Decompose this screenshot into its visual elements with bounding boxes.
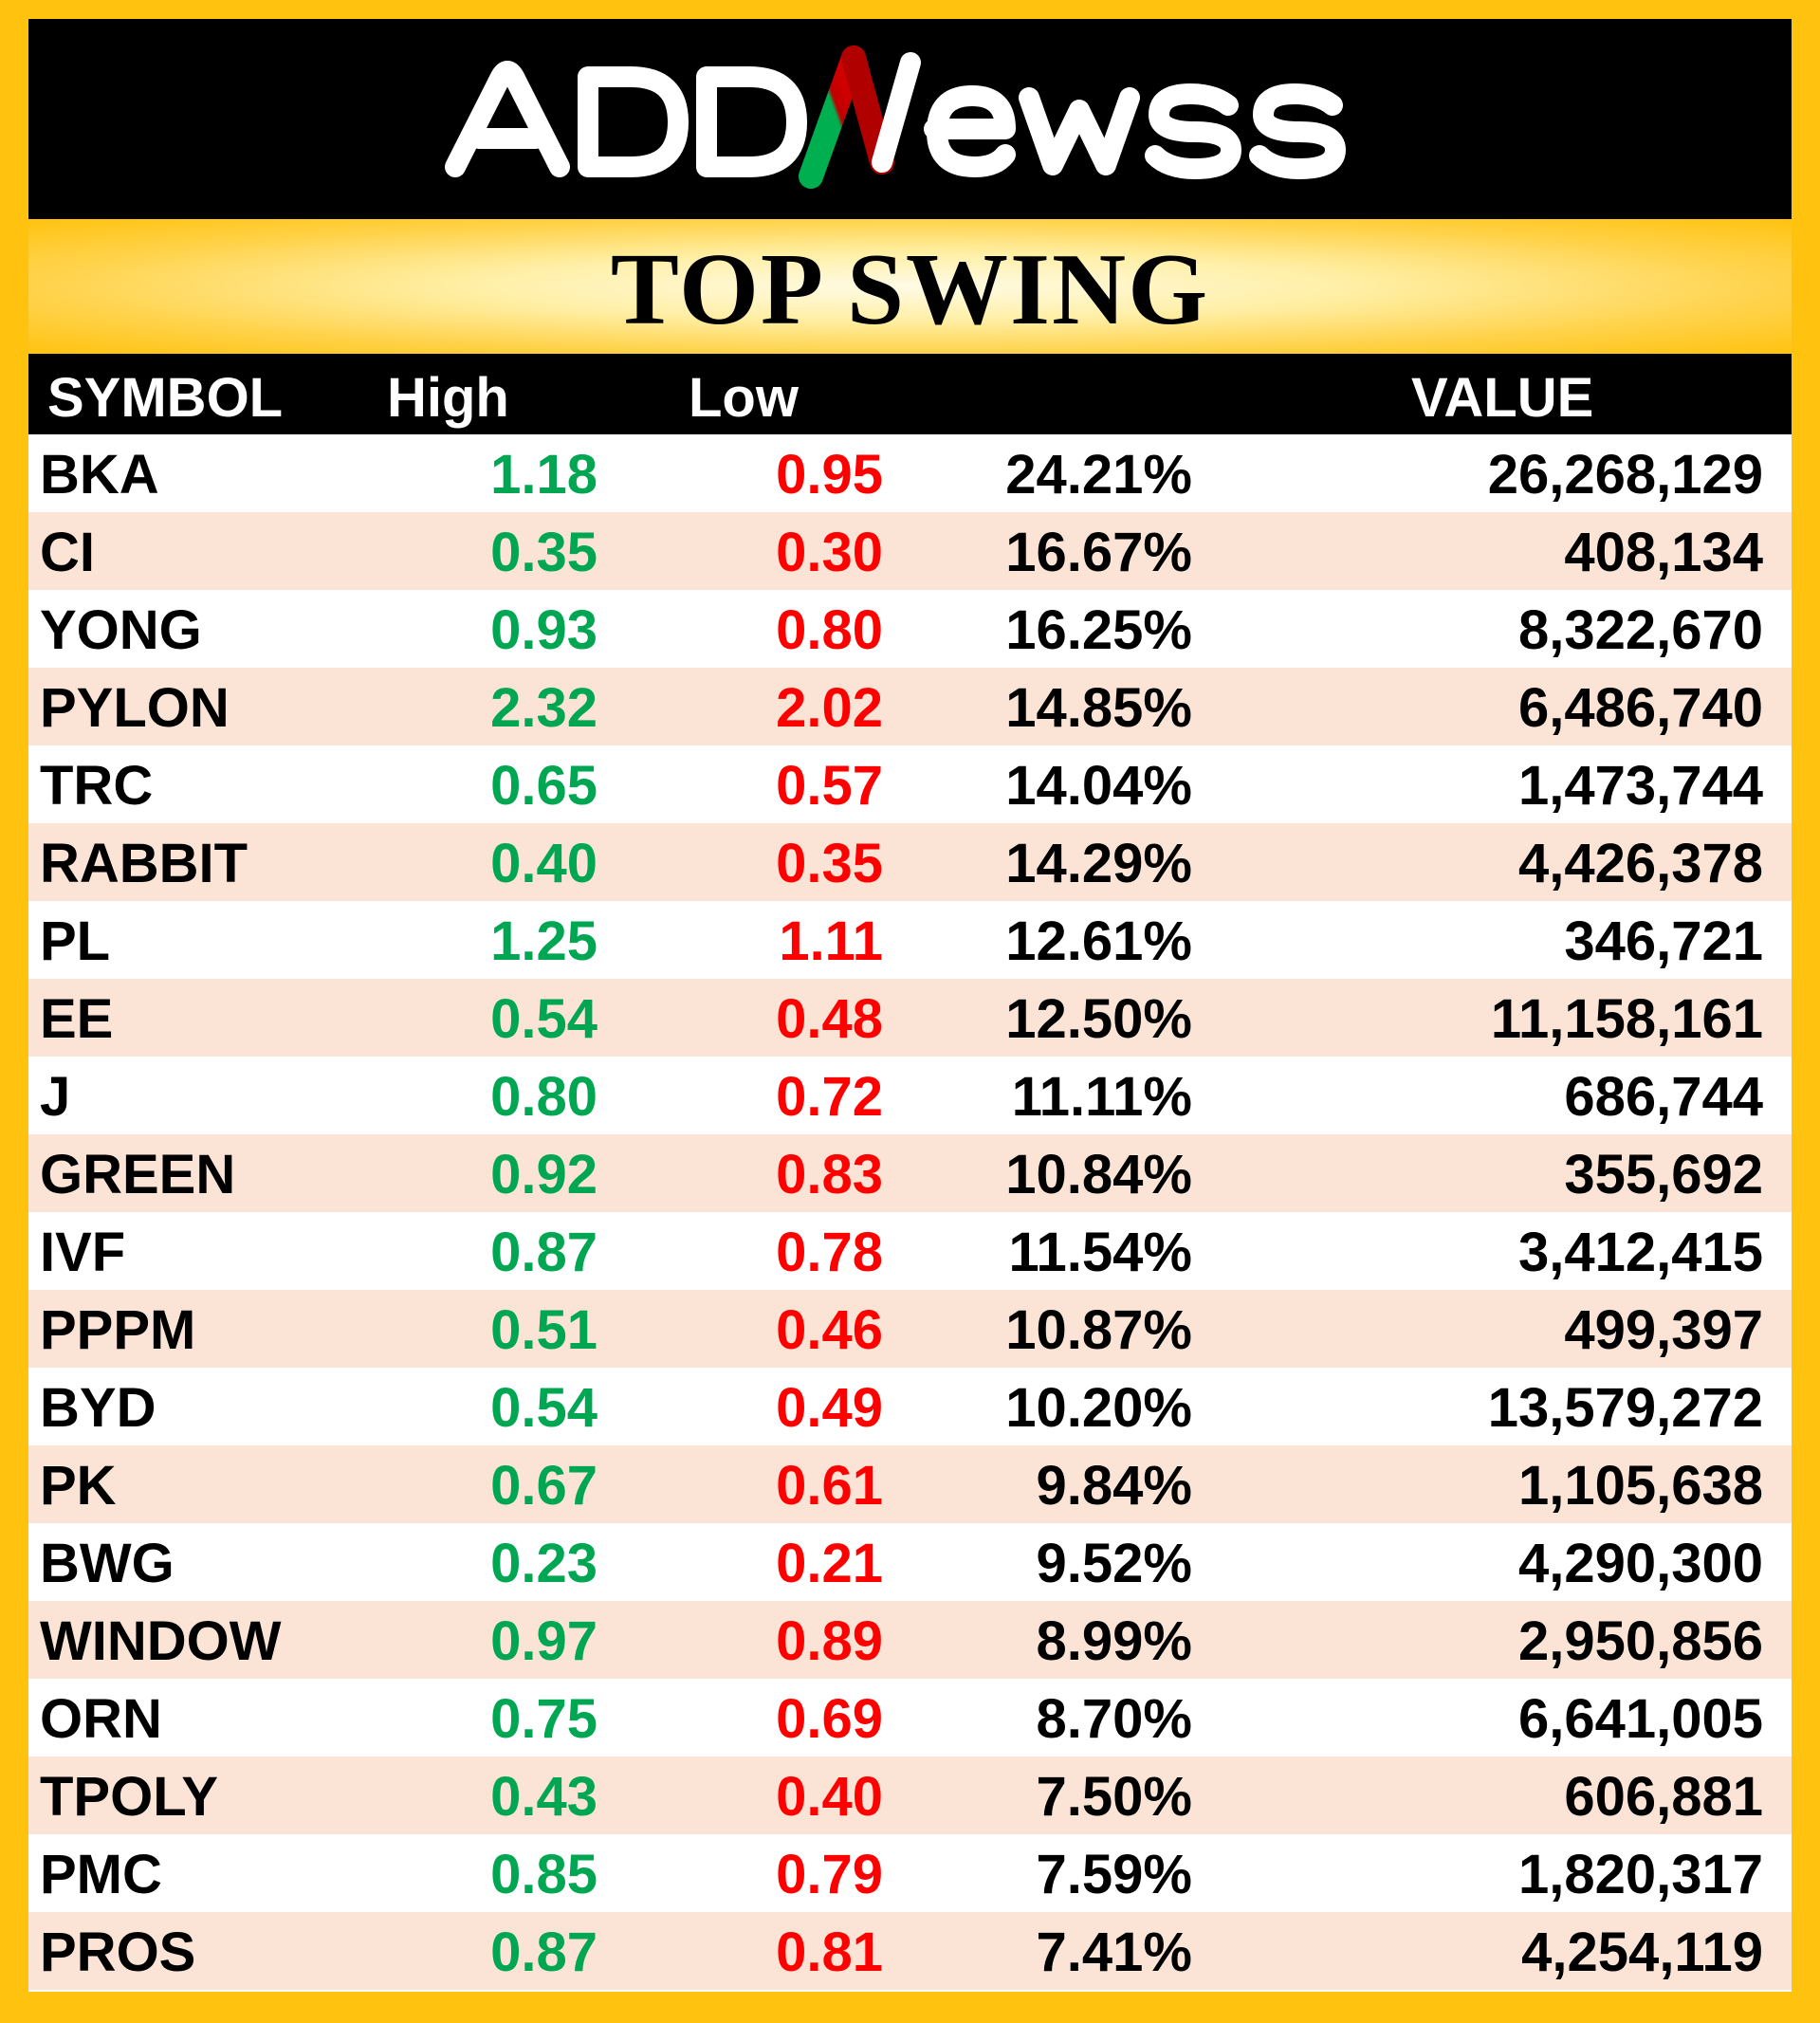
cell-symbol: IVF	[40, 1222, 126, 1283]
cell-symbol: YONG	[40, 599, 202, 661]
cell-value: 606,881	[1564, 1766, 1763, 1828]
cell-high: 0.23	[490, 1533, 597, 1594]
cell-high: 0.85	[490, 1844, 597, 1905]
cell-value: 4,426,378	[1517, 833, 1763, 894]
table-row	[28, 1134, 1792, 1212]
cell-value: 6,486,740	[1517, 677, 1763, 739]
cell-value: 499,397	[1564, 1299, 1763, 1361]
cell-symbol: EE	[40, 988, 114, 1050]
table-row	[28, 1368, 1792, 1445]
cell-symbol: ORN	[40, 1688, 162, 1750]
page-title: TOP SWING	[610, 233, 1210, 346]
cell-value: 1,473,744	[1517, 755, 1763, 817]
cell-symbol: PROS	[40, 1922, 196, 1983]
cell-value: 346,721	[1564, 910, 1763, 972]
cell-pct: 10.20%	[1005, 1377, 1192, 1439]
table-row	[28, 590, 1792, 668]
cell-low: 0.81	[776, 1922, 883, 1983]
cell-value: 26,268,129	[1487, 444, 1763, 506]
cell-high: 1.18	[490, 444, 597, 506]
cell-high: 0.97	[490, 1610, 597, 1672]
table-row	[28, 434, 1792, 512]
table-row	[28, 668, 1792, 745]
cell-symbol: PYLON	[40, 677, 230, 739]
cell-pct: 8.70%	[1036, 1688, 1192, 1750]
table-row	[28, 1834, 1792, 1912]
cell-pct: 14.04%	[1005, 755, 1192, 817]
cell-low: 0.79	[776, 1844, 883, 1905]
table-row	[28, 901, 1792, 979]
cell-low: 0.49	[776, 1377, 883, 1439]
cell-pct: 14.85%	[1005, 677, 1192, 739]
cell-symbol: TRC	[40, 755, 154, 817]
cell-pct: 8.99%	[1036, 1610, 1192, 1672]
cell-low: 0.83	[776, 1144, 883, 1205]
cell-low: 0.72	[776, 1066, 883, 1128]
cell-value: 8,322,670	[1517, 599, 1763, 661]
cell-high: 1.25	[490, 910, 597, 972]
cell-low: 2.02	[776, 677, 883, 739]
header-low: Low	[689, 367, 799, 429]
cell-low: 0.46	[776, 1299, 883, 1361]
cell-value: 4,290,300	[1517, 1533, 1763, 1594]
cell-pct: 10.84%	[1005, 1144, 1192, 1205]
table-row	[28, 1679, 1792, 1756]
table-row	[28, 979, 1792, 1057]
cell-high: 0.40	[490, 833, 597, 894]
cell-high: 0.43	[490, 1766, 597, 1828]
title-band	[28, 219, 1792, 354]
cell-symbol: GREEN	[40, 1144, 236, 1205]
cell-low: 0.48	[776, 988, 883, 1050]
cell-pct: 7.50%	[1036, 1766, 1192, 1828]
cell-value: 2,950,856	[1517, 1610, 1763, 1672]
cell-pct: 7.41%	[1036, 1922, 1192, 1983]
logo-banner	[28, 19, 1792, 219]
table-body	[28, 434, 1792, 1990]
cell-low: 0.95	[776, 444, 883, 506]
cell-low: 0.21	[776, 1533, 883, 1594]
cell-symbol: BWG	[40, 1533, 175, 1594]
cell-pct: 16.25%	[1005, 599, 1192, 661]
table-row	[28, 745, 1792, 823]
cell-high: 0.87	[490, 1222, 597, 1283]
cell-low: 0.35	[776, 833, 883, 894]
table-row	[28, 1601, 1792, 1679]
cell-high: 0.92	[490, 1144, 597, 1205]
cell-high: 2.32	[490, 677, 597, 739]
cell-pct: 9.84%	[1036, 1455, 1192, 1517]
cell-high: 0.93	[490, 599, 597, 661]
cell-symbol: PL	[40, 910, 111, 972]
cell-pct: 24.21%	[1005, 444, 1192, 506]
cell-value: 355,692	[1564, 1144, 1763, 1205]
table-row	[28, 1445, 1792, 1523]
cell-pct: 11.54%	[1008, 1222, 1192, 1283]
cell-symbol: RABBIT	[40, 833, 248, 894]
cell-symbol: J	[40, 1066, 71, 1128]
cell-low: 1.11	[779, 910, 883, 972]
table-row	[28, 512, 1792, 590]
table-row	[28, 1290, 1792, 1368]
cell-value: 686,744	[1564, 1066, 1763, 1128]
cell-value: 1,820,317	[1517, 1844, 1763, 1905]
table-row	[28, 1523, 1792, 1601]
cell-high: 0.35	[490, 522, 597, 583]
cell-low: 0.30	[776, 522, 883, 583]
cell-low: 0.78	[776, 1222, 883, 1283]
cell-symbol: PMC	[40, 1844, 162, 1905]
cell-low: 0.61	[776, 1455, 883, 1517]
cell-pct: 16.67%	[1005, 522, 1192, 583]
cell-high: 0.65	[490, 755, 597, 817]
cell-symbol: WINDOW	[40, 1610, 282, 1672]
table-row	[28, 1756, 1792, 1834]
table-row	[28, 1057, 1792, 1134]
cell-pct: 10.87%	[1005, 1299, 1192, 1361]
cell-value: 3,412,415	[1517, 1222, 1763, 1283]
top-swing-table	[28, 354, 1792, 1992]
cell-pct: 9.52%	[1036, 1533, 1192, 1594]
cell-symbol: PK	[40, 1455, 117, 1517]
cell-low: 0.40	[776, 1766, 883, 1828]
cell-symbol: CI	[40, 522, 95, 583]
table-header	[28, 354, 1792, 434]
cell-pct: 7.59%	[1036, 1844, 1192, 1905]
cell-pct: 14.29%	[1005, 833, 1192, 894]
table-row	[28, 1912, 1792, 1990]
cell-value: 13,579,272	[1487, 1377, 1763, 1439]
cell-pct: 11.11%	[1011, 1066, 1192, 1128]
cell-value: 4,254,119	[1521, 1922, 1763, 1983]
cell-high: 0.51	[490, 1299, 597, 1361]
table-row	[28, 823, 1792, 901]
cell-symbol: BKA	[40, 444, 159, 506]
header-high: High	[387, 367, 509, 429]
cell-value: 6,641,005	[1517, 1688, 1763, 1750]
cell-pct: 12.50%	[1005, 988, 1192, 1050]
cell-value: 1,105,638	[1517, 1455, 1763, 1517]
cell-symbol: PPPM	[40, 1299, 196, 1361]
header-symbol: SYMBOL	[47, 367, 284, 429]
cell-high: 0.67	[490, 1455, 597, 1517]
cell-pct: 12.61%	[1005, 910, 1192, 972]
cell-high: 0.54	[490, 988, 597, 1050]
cell-value: 11,158,161	[1490, 988, 1763, 1050]
cell-symbol: TPOLY	[40, 1766, 219, 1828]
cell-low: 0.80	[776, 599, 883, 661]
cell-low: 0.69	[776, 1688, 883, 1750]
header-value: VALUE	[1411, 367, 1594, 429]
cell-low: 0.57	[776, 755, 883, 817]
brand-logo	[28, 19, 1792, 219]
table-row	[28, 1212, 1792, 1290]
cell-symbol: BYD	[40, 1377, 156, 1439]
addnewss-logo-icon	[436, 39, 1385, 200]
cell-high: 0.80	[490, 1066, 597, 1128]
cell-value: 408,134	[1564, 522, 1763, 583]
cell-high: 0.54	[490, 1377, 597, 1439]
cell-high: 0.87	[490, 1922, 597, 1983]
cell-low: 0.89	[776, 1610, 883, 1672]
cell-high: 0.75	[490, 1688, 597, 1750]
